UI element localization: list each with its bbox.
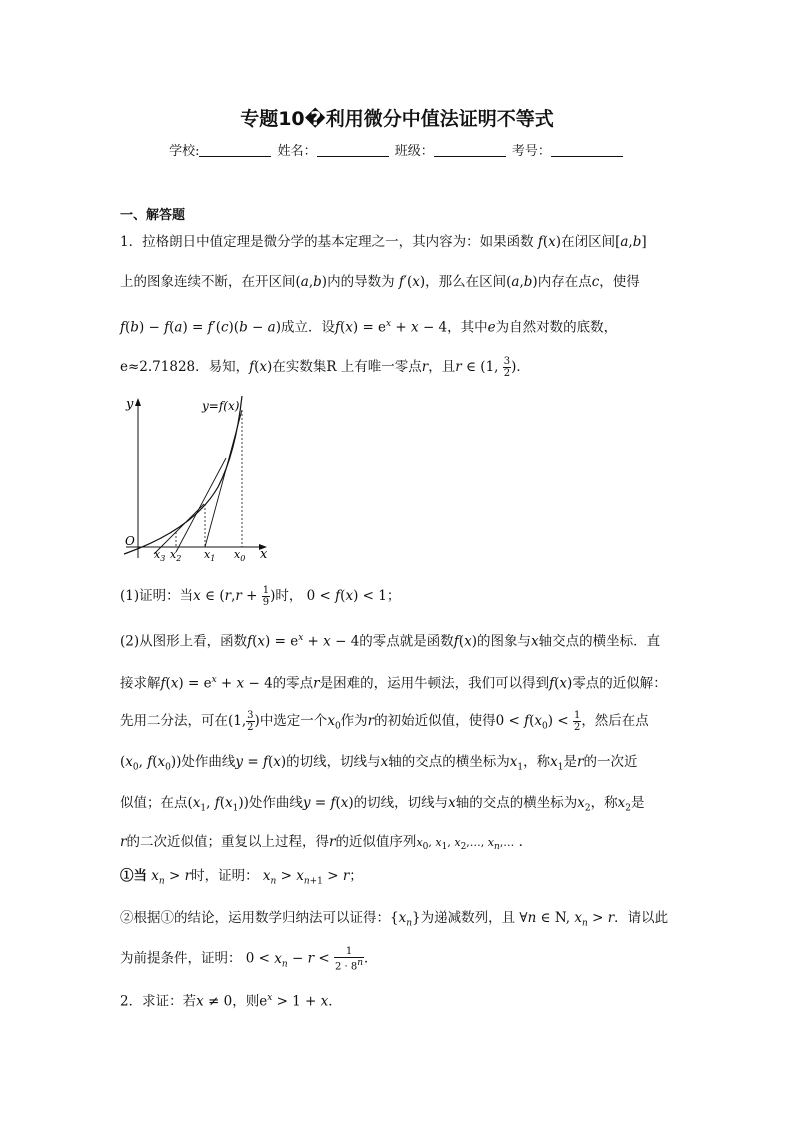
part-2-line-1: (2)从图形上看，函数$f(x) = e^x + x - 4$的零点就是函数f(x)的图象与x轴交点的横坐标．直 [120, 633, 661, 650]
school-blank [199, 144, 271, 157]
p1-line-3: f(b) − f(a) = f′(c)(b − a)成立．设$f(x) = e^x + x - 4$，其中e为自然对数的底数， [120, 319, 618, 336]
part-2-line-5: 似值；在点($x_1$, $f(x_1)$)处作曲线y = f(x)的切线，切线与x轴的交点的横坐标为$x_2$，称$x_2$是 [120, 795, 645, 814]
tick-x3: $x_3$ [154, 548, 166, 563]
newton-method-graph [118, 392, 278, 564]
part-2-line-3: 先用二分法，可在(1, $\frac{3}{2}$ )中选定一个$x_0$作为r的初始近似值，使得$0 < f(x_0)$ < $\frac{1}{2}$ ，然后在点 [120, 710, 649, 733]
p1-line-1: 1．拉格朗日中值定理是微分学的基本定理之一，其内容为：如果函数 f(x)在闭区间[a,b] [120, 234, 647, 250]
curve-label: y=f(x) [202, 399, 240, 413]
page-title: 专题10�利用微分中值法证明不等式 [240, 108, 554, 130]
class-blank [434, 144, 506, 157]
section-heading: 一、解答题 [120, 208, 186, 223]
p1-line-4: e≈2.71828．易知，f(x)在实数集R 上有唯一零点r，且r ∈ (1, $\frac{3}{2}$ )． [120, 356, 530, 379]
y-axis-label: y [126, 397, 134, 412]
tick-x1: $x_1$ [204, 548, 216, 563]
tick-x0: $x_0$ [234, 548, 246, 563]
tangent-line-x0 [205, 410, 242, 547]
circle-2-line-2: 为前提条件，证明： $0 < x_n - r$ < $\frac{1}{2 \cdot 8^n}$ ． [120, 946, 378, 973]
problem-2-line: 2．求证：若x ≠ 0，则$e^x > 1 + x$． [120, 993, 342, 1010]
part-2-line-2: 接求解$f(x) = e^x + x - 4$的零点r是困难的，运用牛顿法，我们可以得到f(x)零点的近似解： [120, 675, 667, 692]
part-2-line-6: r的二次近似值；重复以上过程，得r的近似值序列$x_0$, $x_1$, $x_2,\dots$, $x_n,\dots$ ． [120, 834, 533, 853]
name-blank [317, 144, 389, 157]
part-1-line: (1)证明：当x ∈ (r,r + $\frac{1}{9}$ )时， 0 < f(x) < 1； [120, 585, 401, 608]
number-blank [551, 144, 623, 157]
part-2-line-4: ($x_0$, $f(x_0)$)处作曲线y = f(x)的切线，切线与x轴的交点的横坐标为$x_1$，称$x_1$是r的一次近 [120, 754, 638, 773]
circle-1-line: ①当 $x_n > r$时，证明： $x_n > x_{n+1} > r$； [120, 868, 363, 887]
student-info-row [0, 140, 794, 159]
school-label: 学校: [169, 144, 200, 159]
tangent-line-x1 [176, 458, 226, 552]
x-axis-label: x [260, 547, 268, 562]
y-axis-arrow [135, 398, 141, 406]
name-label: 姓名： [277, 144, 317, 159]
p1-line-2: 上的图象连续不断，在开区间(a,b)内的导数为 f′(x)，那么在区间(a,b)内存在点c，使得 [120, 274, 640, 290]
class-label: 班级： [394, 144, 434, 159]
origin-label: O [125, 534, 135, 548]
number-label: 考号： [511, 144, 551, 159]
circle-2-line-1: ②根据①的结论，运用数学归纳法可以证得：$\{x_n\}$为递减数列，且 ∀n ∈ N, $x_n > r$．请以此 [120, 910, 669, 929]
tick-x2: $x_2$ [170, 548, 182, 563]
